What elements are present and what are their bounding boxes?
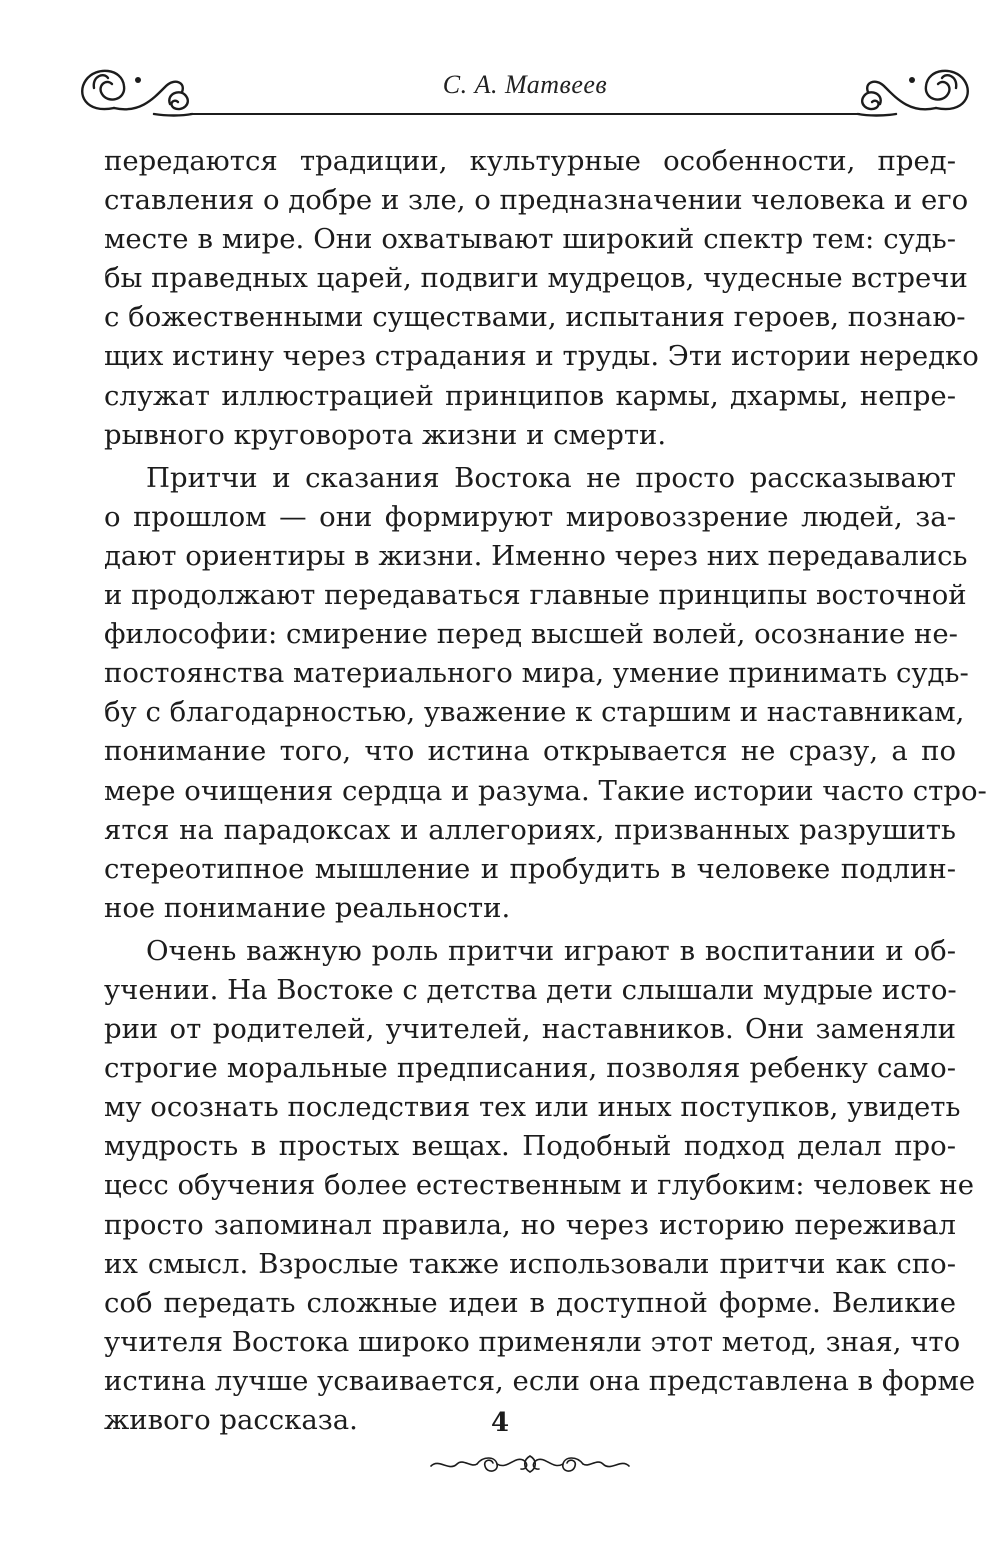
text-line: с божественными существами, испытания героев, познаю-	[104, 301, 966, 334]
text-line: строгие моральные предписания, позволяя ребенку само-	[104, 1052, 956, 1085]
paragraph	[104, 932, 976, 1440]
text-line: Очень важную роль притчи играют в воспитании и об-	[146, 934, 956, 967]
text-line: соб передать сложные идеи в доступной форме. Великие	[104, 1286, 956, 1319]
flourish-divider-icon	[425, 1450, 635, 1478]
text-line: ятся на парадоксах и аллегориях, призванных разрушить	[104, 813, 956, 846]
paragraph	[104, 459, 987, 928]
running-header	[70, 58, 980, 128]
text-line: просто запоминал правила, но через историю переживал	[104, 1208, 956, 1241]
running-header-author: С. А. Матвеев	[442, 70, 608, 99]
text-line: и продолжают передаваться главные принципы восточной	[104, 579, 967, 612]
text-line: рывного круговорота жизни и смерти.	[104, 418, 667, 451]
text-line: истина лучше усваивается, если она представлена в форме	[104, 1364, 976, 1397]
text-line: бу с благодарностью, уважение к старшим и наставникам,	[104, 696, 965, 729]
paragraph	[104, 142, 979, 455]
text-line: бы праведных царей, подвиги мудрецов, чудесные встречи	[104, 262, 968, 295]
body-text	[104, 142, 987, 1440]
text-line: щих истину через страдания и труды. Эти истории нередко	[104, 340, 979, 373]
text-line: мере очищения сердца и разума. Такие истории часто стро-	[104, 774, 987, 807]
text-line: ставления о добре и зле, о предназначении человека и его	[104, 184, 969, 217]
text-line: цесс обучения более естественным и глубоким: человек не	[104, 1169, 975, 1202]
text-line: рии от родителей, учителей, наставников. Они заменяли	[104, 1013, 956, 1046]
page-number: 4	[490, 1408, 510, 1438]
text-line: Притчи и сказания Востока не просто рассказывают	[146, 461, 956, 494]
text-line: передаются традиции, культурные особенности, пред-	[104, 145, 956, 177]
text-line: учении. На Востоке с детства дети слышали мудрые исто-	[104, 973, 957, 1006]
text-line: живого рассказа.	[104, 1404, 358, 1436]
text-line: служат иллюстрацией принципов кармы, дхармы, непре-	[104, 379, 956, 412]
text-line: понимание того, что истина открывается не сразу, а по	[104, 735, 956, 768]
text-line: о прошлом — они формируют мировоззрение людей, за-	[104, 500, 956, 533]
text-line: дают ориентиры в жизни. Именно через них передавались	[104, 539, 968, 572]
text-line: постоянства материального мира, умение принимать судь-	[104, 657, 969, 690]
header-rule	[190, 113, 860, 115]
text-line: му осознать последствия тех или иных поступков, увидеть	[104, 1091, 961, 1124]
text-line: ное понимание реальности.	[104, 891, 511, 924]
text-line: стереотипное мышление и пробудить в человеке подлин-	[104, 852, 956, 885]
text-line: философии: смирение перед высшей волей, осознание не-	[104, 618, 958, 651]
text-line: месте в мире. Они охватывают широкий спектр тем: судь-	[104, 223, 956, 256]
text-line: их смысл. Взрослые также использовали притчи как спо-	[104, 1247, 956, 1280]
text-line: мудрость в простых вещах. Подобный подход делал про-	[104, 1130, 956, 1163]
text-line: учителя Востока широко применяли этот метод, зная, что	[104, 1325, 961, 1358]
flourish-right-icon	[820, 58, 980, 120]
